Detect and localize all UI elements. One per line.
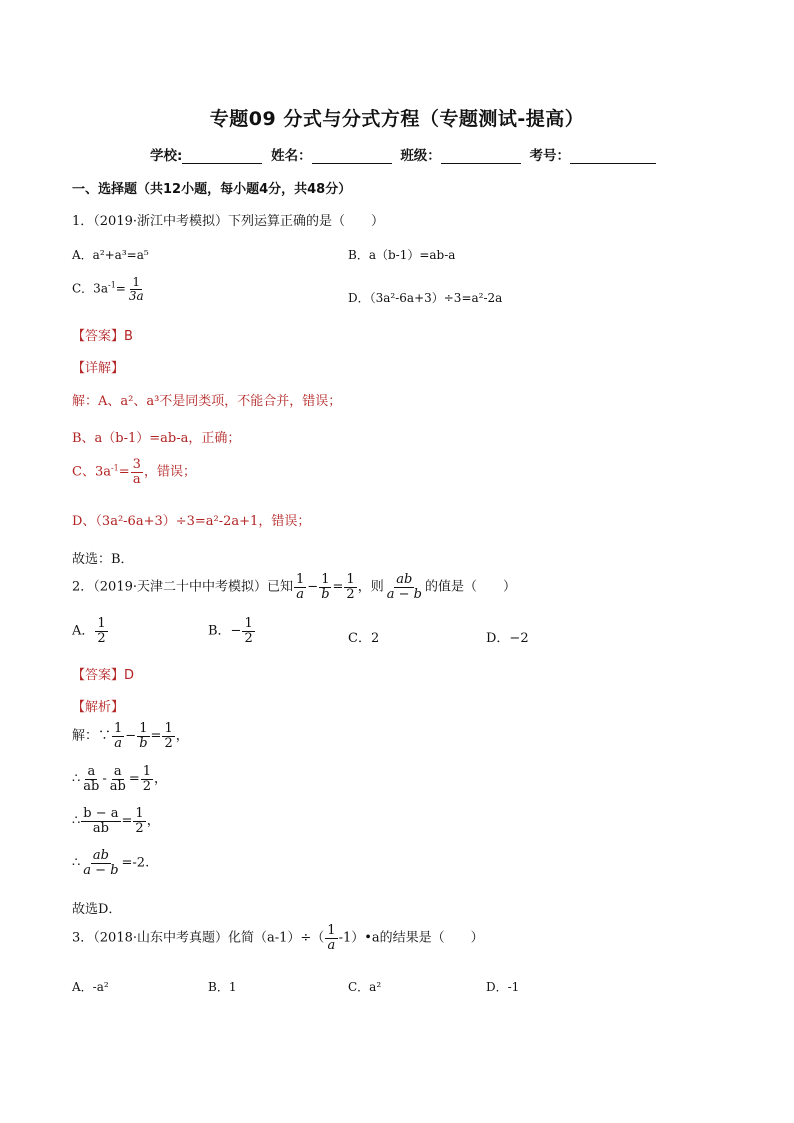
student-info-line [150,144,660,164]
q1-detail-label: 【详解】 [72,361,125,376]
page-title: 专题09 分式与分式方程（专题测试-提高） [209,108,585,130]
q2-analysis-label: 【解析】 [72,700,125,715]
therefore-symbol: ∴ [72,771,81,787]
name-label: 姓名： [271,148,312,164]
q2-frac-1-over-2: $\frac{1}{2}$ [346,572,355,602]
q2-frac-ab-over-a-minus-b: $\frac{ab}{a - b}$ [386,572,422,602]
q1-option-c-equals: = [115,281,126,296]
q2-solution-step-4: ∴ $\frac{ab}{a - b}$ =-2. [72,848,150,878]
q2-option-a [72,617,109,645]
q1-option-a: A．a²+a³=a⁵ [72,248,149,262]
q1-solution-d: D、（3a²-6a+3）÷3=a²-2a+1，错误； [72,514,311,529]
q2-stem: 2．（2019·天津二十中中考模拟）已知 $\frac{1}{a}$ − $\frac{1}{b}$ = $\frac{1}{2}$ ，则 $\frac{ab}{a - b}$ 的值是（ ） [72,572,516,602]
q2-stem-suffix: 的值是（ ） [424,579,516,595]
q2-option-b [208,617,256,645]
q2-solution-step-1: 解：∵ $\frac{1}{a}$ − $\frac{1}{b}$ = $\frac{1}{2}$ ， [72,721,189,751]
exam-number-blank[interactable] [570,150,656,164]
q1-solution-b: B、a（b-1）=ab-a，正确； [72,431,241,446]
q3-option-a: A．-a² [72,980,109,994]
q3-frac-1-over-a: $\frac{1}{a}$ [327,923,336,953]
q2-frac-1-over-b: $\frac{1}{b}$ [321,572,330,602]
q3-option-d: D．-1 [486,980,520,994]
q1-solution-c-denominator: a [132,471,141,487]
name-blank[interactable] [312,150,392,164]
q3-stem [72,924,484,952]
q2-option-a-fraction: $\frac{1}{2}$ [97,616,106,646]
q1-answer: 【答案】B [72,329,133,344]
q2-answer: 【答案】D [72,668,135,683]
q1-stem: 1．（2019·浙江中考模拟）下列运算正确的是（ ） [72,214,384,229]
therefore-symbol: ∴ [72,855,81,871]
therefore-symbol: ∴ [72,813,81,829]
q1-option-b: B．a（b-1）=ab-a [348,248,456,262]
q2-solution-result: =-2. [121,855,150,871]
section-heading: 一、选择题（共12小题，每小题4分，共48分） [72,182,352,197]
school-label: 学校: [150,148,183,164]
q1-solution-a: 解：A、a²、a³不是同类项，不能合并，错误； [72,394,342,409]
q2-solution-step-2: ∴ $\frac{a}{ab}$ - $\frac{a}{ab}$ = $\frac{1}{2}$ ， [72,764,168,794]
q2-option-d: D．−2 [486,631,529,646]
q1-option-c-label: C．3a [72,281,108,296]
q1-choice: 故选：B． [72,552,134,567]
q2-stem-prefix: 2．（2019·天津二十中中考模拟）已知 [72,579,293,595]
q1-option-c-denominator: 3a [128,288,144,303]
q2-choice: 故选D． [72,902,122,917]
class-blank[interactable] [441,150,521,164]
q2-option-a-label: A． [72,623,95,639]
q1-solution-c-numerator: 3 [132,457,141,472]
q1-solution-c-suffix: ，错误； [143,464,196,480]
q1-solution-c-equals: = [118,464,130,480]
q1-solution-c-fraction [131,458,143,486]
class-label: 班级： [400,148,441,164]
q1-option-c-exponent: -1 [107,280,116,290]
q2-option-b-label: B．− [208,623,242,639]
q1-option-c-numerator: 1 [132,275,141,289]
exam-number-label: 考号： [529,148,571,164]
q2-option-c: C．2 [348,631,380,646]
q1-solution-c-exponent: -1 [110,463,119,473]
school-blank[interactable] [182,150,262,164]
q1-option-d: D．（3a²-6a+3）÷3=a²-2a [348,291,503,305]
q2-solution-step-3: ∴ $\frac{b - a}{ab}$ = $\frac{1}{2}$ ， [72,806,160,836]
q3-stem-mid: -1）•a的结果是（ ） [338,930,484,946]
q3-option-c: C．a² [348,980,382,994]
q3-option-b: B．1 [208,980,237,994]
q1-solution-c [72,458,196,486]
q2-stem-mid: ，则 [357,579,384,595]
q2-option-b-fraction: $\frac{1}{2}$ [244,616,253,646]
q2-frac-1-over-a: $\frac{1}{a}$ [296,572,305,602]
q1-option-c-fraction [127,276,146,302]
q1-option-c [72,276,147,302]
q1-solution-c-label: C、3a [72,464,111,480]
q3-stem-prefix: 3．（2018·山东中考真题）化简（a-1）÷（ [72,930,325,946]
q2-solution-because: 解：∵ [72,728,112,744]
